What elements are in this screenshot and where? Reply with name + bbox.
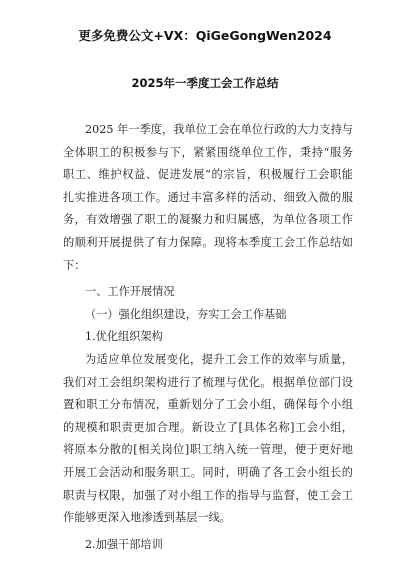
paragraph-line: 我们对工会组织架构进行了梳理与优化。根据单位部门设 [63, 375, 353, 389]
paragraph-line: 将原本分散的[相关岗位]职工纳入统一管理，便于更好地 [63, 443, 353, 457]
promo-banner: 更多免费公文+VX：QiGeGongWen2024 [78, 28, 332, 43]
section-heading: 一、工作开展情况 [85, 285, 175, 299]
paragraph-line: 的规模和职责更加合理。新设立了[具体名称]工会小组， [63, 420, 353, 434]
paragraph-line: 的顺利开展提供了有力保障。现将本季度工会工作总结如 [63, 235, 353, 249]
paragraph-line: 开展工会活动和服务职工。同时，明确了各工会小组长的 [63, 465, 353, 479]
paragraph-line: 为适应单位发展变化，提升工会工作的效率与质量， [85, 352, 353, 366]
paragraph-line: 职责与权限，加强了对小组工作的指导与监督，使工会工 [63, 488, 353, 502]
document-title: 2025年一季度工会工作总结 [131, 76, 279, 90]
item-heading: 2.加强干部培训 [85, 537, 163, 551]
paragraph-line: 扎实推进各项工作。通过丰富多样的活动、细致入微的服 [63, 190, 353, 204]
paragraph-line: 2025 年一季度，我单位工会在单位行政的大力支持与 [85, 123, 353, 136]
paragraph-line: 职工、维护权益、促进发展”的宗旨，积极履行工会职能 [63, 168, 353, 182]
subsection-heading: （一）强化组织建设，夯实工会工作基础 [85, 307, 287, 321]
paragraph-line: 务，有效增强了职工的凝聚力和归属感，为单位各项工作 [63, 213, 353, 227]
document-body [63, 119, 353, 556]
paragraph-line: 下： [63, 258, 86, 272]
paragraph-line: 置和职工分布情况，重新划分了工会小组，确保每个小组 [63, 398, 353, 412]
paragraph-line: 全体职工的积极参与下，紧紧围绕单位工作，秉持“服务 [63, 145, 353, 159]
item-heading: 1.优化组织架构 [85, 330, 163, 344]
paragraph-line: 作能够更深入地渗透到基层一线。 [63, 511, 231, 525]
